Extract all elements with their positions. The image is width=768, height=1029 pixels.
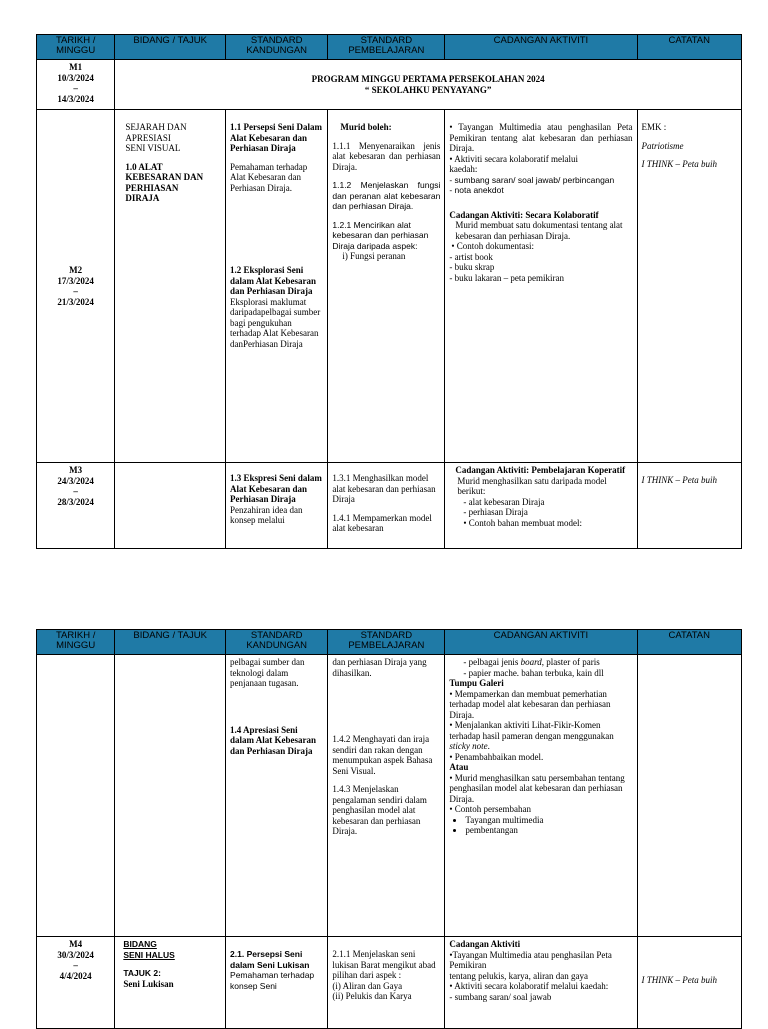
- header-standard-kandungan: STANDARD KANDUNGAN: [226, 35, 328, 60]
- tajuk-text: DIRAJA: [125, 193, 160, 203]
- program-banner: [115, 60, 742, 110]
- activity-text: • Aktiviti secara kolaboratif melalui: [449, 153, 578, 164]
- catatan-cell-m4: [637, 937, 741, 1029]
- standard-kandungan-cell-m2: [226, 110, 328, 463]
- cadangan-aktiviti-cell-continuation: [445, 655, 637, 937]
- catatan-text: I THINK – Peta buih: [641, 159, 718, 169]
- activity-text: • Aktiviti secara kolaboratif melalui kaedah:: [449, 981, 609, 991]
- sp-item: 1.4.1 Mempamerkan model alat kebesaran: [332, 512, 432, 533]
- week-label: M4: [69, 939, 83, 949]
- banner-subtitle: “ SEKOLAHKU PENYAYANG”: [364, 84, 492, 95]
- activity-heading: Tumpu Galeri: [449, 678, 504, 688]
- bidang-text: SENI HALUS: [123, 949, 175, 960]
- header-catatan: CATATAN: [637, 630, 741, 655]
- persembahan-list: [449, 815, 632, 836]
- activity-text: - buku skrap: [449, 262, 495, 272]
- sk-title: 1.3 Ekspresi Seni dalam Alat Kebesaran dan Perhiasan Diraja: [230, 473, 322, 504]
- activity-text: • Murid menghasilkan satu persembahan tentang penghasilan model alat kebesaran dan perhiasan Diraja.: [449, 772, 625, 804]
- activity-text-emphasis: board: [520, 657, 542, 667]
- activity-text: terhadap model alat kebesaran dan perhiasan: [449, 699, 611, 709]
- activity-text: Diraja.: [449, 709, 475, 720]
- scheme-table-page-2: [36, 629, 742, 1029]
- date-dash: –: [73, 286, 78, 296]
- activity-text: • Menjalankan aktiviti Lihat-Fikir-Komen terhadap hasil pameran dengan menggunakan: [449, 720, 614, 741]
- catatan-text: I THINK – Peta buih: [641, 975, 718, 985]
- date-to: 28/3/2024: [57, 496, 94, 507]
- sp-item: dan perhiasan Diraja yang dihasilkan.: [332, 657, 427, 678]
- list-item: • Tayangan multimedia: [465, 815, 632, 826]
- activity-text: - pelbagai jenis: [463, 657, 521, 667]
- standard-kandungan-cell-continuation: [226, 655, 328, 937]
- week-label: M1: [69, 62, 83, 72]
- header-row: [37, 35, 742, 60]
- catatan-text: EMK :: [641, 122, 667, 132]
- week-cell-m3: [37, 463, 115, 549]
- sp-subitem: (i) Aliran dan Gaya: [332, 980, 403, 991]
- standard-pembelajaran-cell-m4: [328, 937, 445, 1029]
- week-cell-continuation: [37, 655, 115, 937]
- date-from: 24/3/2024: [57, 475, 94, 486]
- activity-text: - papier mache. bahan terbuka, kain dll: [463, 667, 604, 678]
- sp-item: 1.1.1 Menyenaraikan jenis alat kebesaran dan perhiasan Diraja.: [332, 140, 441, 172]
- standard-pembelajaran-cell-m2: [328, 110, 445, 463]
- activity-text: • Contoh bahan membuat model:: [463, 517, 582, 528]
- sk-title: 1.1 Persepsi Seni Dalam Alat Kebesaran dan Perhiasan Diraja: [230, 122, 323, 153]
- sp-intro: Murid boleh:: [340, 122, 392, 132]
- standard-kandungan-cell-m4: [226, 937, 328, 1029]
- sp-subitem: (ii) Pelukis dan Karya: [332, 991, 412, 1001]
- table-row-m2: [37, 110, 742, 463]
- table-row-continuation: [37, 655, 742, 937]
- bidang-text: SENI VISUAL: [125, 143, 181, 153]
- banner-title: PROGRAM MINGGU PERTAMA PERSEKOLAHAN 2024: [311, 74, 545, 84]
- tajuk-text: 1.0 ALAT: [125, 161, 163, 172]
- activity-text: • Contoh persembahan: [449, 804, 531, 814]
- date-from: 30/3/2024: [57, 949, 94, 960]
- sk-title: 1.2 Eksplorasi Seni dalam Alat Kebesaran dan Perhiasan Diraja: [230, 265, 317, 296]
- header-bidang: BIDANG / TAJUK: [115, 35, 226, 60]
- catatan-text: I THINK – Peta buih: [641, 475, 718, 485]
- header-tarikh: TARIKH / MINGGU: [37, 630, 115, 655]
- date-from: 10/3/2024: [57, 72, 94, 83]
- header-cadangan-aktiviti: CADANGAN AKTIVITI: [445, 35, 637, 60]
- sk-description: Pemahaman terhadap Alat Kebesaran dan Perhiasan Diraja.: [230, 161, 308, 193]
- activity-heading: Cadangan Aktiviti: Pembelajaran Koperatif: [455, 465, 626, 475]
- header-standard-kandungan: STANDARD KANDUNGAN: [226, 630, 328, 655]
- sk-title: 1.4 Apresiasi Seni dalam Alat Kebesaran dan Perhiasan Diraja: [230, 724, 317, 756]
- header-bidang: BIDANG / TAJUK: [115, 630, 226, 655]
- activity-text: tentang pelukis, karya, aliran dan gaya: [449, 970, 589, 981]
- date-to: 21/3/2024: [57, 296, 94, 307]
- activity-text: Murid membuat satu dokumentasi tentang alat kebesaran dan perhiasan Diraja.: [455, 220, 623, 241]
- bidang-cell-m3: [115, 463, 226, 549]
- table-row-m3: [37, 463, 742, 549]
- header-cadangan-aktiviti: CADANGAN AKTIVITI: [445, 630, 637, 655]
- activity-text: Murid menghasilkan satu daripada model berikut:: [457, 475, 607, 496]
- activity-text: • Penambahbaikan model.: [449, 751, 544, 762]
- week-label: M2: [69, 265, 83, 275]
- standard-pembelajaran-cell-continuation: [328, 655, 445, 937]
- table-row-m1: [37, 60, 742, 110]
- activity-text: , plaster of paris: [541, 657, 600, 667]
- activity-text: • Mempamerkan dan membuat pemerhatian: [449, 688, 607, 699]
- cadangan-aktiviti-cell-m3: [445, 463, 637, 549]
- activity-text: .: [487, 741, 490, 751]
- date-to: 14/3/2024: [57, 93, 94, 104]
- catatan-text: Patriotisme: [641, 140, 684, 151]
- standard-kandungan-cell-m3: [226, 463, 328, 549]
- header-standard-pembelajaran: STANDARD PEMBELAJARAN: [328, 630, 445, 655]
- bidang-text: SEJARAH DAN: [125, 122, 187, 132]
- activity-heading: Cadangan Aktiviti: [449, 939, 521, 949]
- tajuk-text: PERHIASAN: [125, 182, 179, 193]
- activity-heading: Cadangan Aktiviti: Secara Kolaboratif: [449, 209, 599, 220]
- catatan-cell-continuation: [637, 655, 741, 937]
- activity-text: •Tayangan Multimedia atau penghasilan Peta Pemikiran: [449, 949, 612, 970]
- date-to: 4/4/2024: [59, 970, 92, 981]
- activity-text: • Contoh dokumentasi:: [451, 241, 534, 251]
- sk-description: pelbagai sumber dan teknologi dalam penjanaan tugasan.: [230, 657, 305, 688]
- tajuk-text: TAJUK 2:: [123, 968, 161, 978]
- sp-subitem: i) Fungsi peranan: [342, 251, 406, 261]
- sp-item: 1.1.2 Menjelaskan fungsi dan peranan alat kebesaran dan perhiasan Diraja.: [332, 180, 441, 211]
- date-dash: –: [73, 486, 78, 496]
- activity-text-emphasis: sticky note: [449, 741, 488, 751]
- activity-text: - alat kebesaran Diraja: [463, 496, 545, 507]
- sp-item: 2.1.1 Menjelaskan seni lukisan Barat mengikut abad pilihan dari aspek :: [332, 949, 436, 980]
- cadangan-aktiviti-cell-m4: [445, 937, 637, 1029]
- list-item: • pembentangan: [465, 825, 632, 836]
- sp-item: 1.4.3 Menjelaskan pengalaman sendiri dalam penghasilan model alat kebesaran dan perhiasan Diraja.: [332, 784, 427, 836]
- bidang-cell-m2: [115, 110, 226, 463]
- tajuk-text: Seni Lukisan: [123, 978, 174, 989]
- standard-pembelajaran-cell-m3: [328, 463, 445, 549]
- date-from: 17/3/2024: [57, 275, 94, 286]
- tajuk-text: KEBESARAN DAN: [125, 172, 204, 182]
- sk-description: Penzahiran idea dan konsep melalui: [230, 504, 303, 525]
- activity-text: - nota anekdot: [449, 185, 504, 195]
- bidang-cell-m4: [115, 937, 226, 1029]
- week-cell-m4: [37, 937, 115, 1029]
- scheme-table-page-1: [36, 34, 742, 549]
- activity-text: - sumbang saran/ soal jawab/ perbincangan: [449, 174, 615, 185]
- activity-text: - artist book: [449, 251, 493, 262]
- week-label: M3: [69, 465, 83, 475]
- header-row: [37, 630, 742, 655]
- sp-item: 1.4.2 Menghayati dan iraja sendiri dan rakan dengan menumpukan aspek Bahasa Seni Visual.: [332, 734, 433, 776]
- activity-text: - perhiasan Diraja: [463, 507, 528, 517]
- sp-item: 1.2.1 Mencirikan alat kebesaran dan perhiasan Diraja daripada aspek:: [332, 219, 429, 251]
- sk-title: 2.1. Persepsi Seni dalam Seni Lukisan: [230, 949, 310, 970]
- header-tarikh: TARIKH / MINGGU: [37, 35, 115, 60]
- sk-description: Eksplorasi maklumat daripadapelbagai sumber bagi pengukuhan terhadap Alat Kebesaran danPerhiasan Diraja: [230, 296, 321, 349]
- week-cell-m2: [37, 110, 115, 463]
- activity-text: - buku lakaran – peta pemikiran: [449, 272, 565, 283]
- activity-text: • Tayangan Multimedia atau penghasilan Peta Pemikiran tentang alat kebesaran dan perhiasan Diraja.: [449, 122, 633, 153]
- activity-text: - sumbang saran/ soal jawab: [449, 991, 552, 1002]
- date-dash: –: [73, 960, 78, 970]
- sp-item: 1.3.1 Menghasilkan model alat kebesaran dan perhiasan Diraja: [332, 473, 436, 504]
- catatan-cell-m3: [637, 463, 741, 549]
- header-standard-pembelajaran: STANDARD PEMBELAJARAN: [328, 35, 445, 60]
- activity-text: kaedah:: [449, 164, 478, 174]
- week-cell-m1: [37, 60, 115, 110]
- catatan-cell-m2: [637, 110, 741, 463]
- bidang-text: BIDANG: [123, 939, 157, 949]
- cadangan-aktiviti-cell-m2: [445, 110, 637, 463]
- bidang-cell-continuation: [115, 655, 226, 937]
- activity-heading: Atau: [449, 762, 469, 772]
- table-row-m4: [37, 937, 742, 1029]
- bidang-text: APRESIASI: [125, 132, 171, 143]
- date-dash: –: [73, 83, 78, 93]
- sk-description: Pemahaman terhadap konsep Seni: [230, 970, 315, 991]
- header-catatan: CATATAN: [637, 35, 741, 60]
